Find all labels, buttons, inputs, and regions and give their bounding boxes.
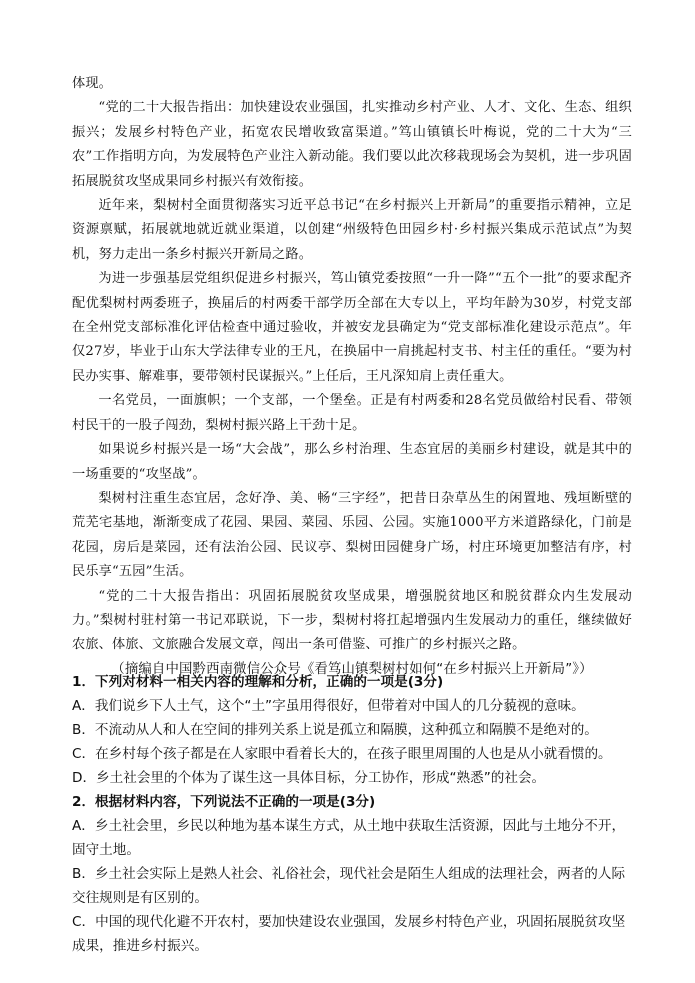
paragraph-2: 近年来，梨树村全面贯彻落实习近平总书记“在乡村振兴上开新局”的重要指示精神，立足资源禀赋，拓展就地就近就业渠道，以创建“州级特色田园乡村·乡村振兴集成示范试点”为契机，努力走出一条乡村振兴开新局之路。 [72,198,632,262]
paragraph-3: 为进一步强基层党组织促进乡村振兴，笃山镇党委按照“一升一降”“五个一批”的要求配齐配优梨树村两委班子，换届后的村两委干部学历全部在大专以上，平均年龄为30岁，村党支部在全州党支部标准化评估检查中通过验收，并被安龙县确定为“党支部标准化建设示范点”。年仅27岁，毕业于山东大学法律专业的王凡，在换届中一肩挑起村支书、村主任的重任。“要为村民办实事、解难事，要带领村民谋振兴。”上任后，王凡深知肩上责任重大。 [72,271,632,384]
paragraph-1: “党的二十大报告指出：加快建设农业强国，扎实推动乡村产业、人才、文化、生态、组织振兴；发展乡村特色产业，拓宽农民增收致富渠道。”笃山镇镇长叶梅说，党的二十大为“三农”工作指明方向，为发展特色产业注入新动能。我们要以此次移栽现场会为契机，进一步巩固拓展脱贫攻坚成果同乡村振兴有效衔接。 [72,100,632,189]
paragraph-5: 如果说乡村振兴是一场“大会战”，那么乡村治理、生态宜居的美丽乡村建设，就是其中的一场重要的“攻坚战”。 [72,442,632,482]
paragraph-7: “党的二十大报告指出：巩固拓展脱贫攻坚成果，增强脱贫地区和脱贫群众内生发展动力。”梨树村驻村第一书记邓联说，下一步，梨树村将扛起增强内生发展动力的重任，继续做好农旅、体旅、文旅融合发展文章，闯出一条可借鉴、可推广的乡村振兴之路。 [72,588,632,653]
paragraph-0: 体现。 [72,76,113,91]
source-note: （摘编自中国黔西南微信公众号《看笃山镇梨树村如何“在乡村振兴上开新局”》） [111,661,593,677]
paragraph-6: 梨树村注重生态宜居，念好净、美、畅“三字经”，把昔日杂草丛生的闲置地、残垣断壁的荒芜宅基地，渐渐变成了花园、果园、菜园、乐园、公园。实施1000平方米道路绿化，门前是花园，房后是菜园，还有法治公园、民议亭、梨树田园健身广场，村庄环境更加整洁有序，村民乐享“五园”生活。 [72,490,632,580]
question-1-option-b: B．不流动从人和人在空间的排列关系上说是孤立和隔膜，这种孤立和隔膜不是绝对的。 [72,722,598,738]
question-1-stem: 1．下列对材料一相关内容的理解和分析，正确的一项是(3分) [72,674,444,690]
question-2-stem: 2．根据材料内容，下列说法不正确的一项是(3分) [72,794,376,810]
question-2-option-c: C．中国的现代化避不开农村，要加快建设农业强国，发展乡村特色产业，巩固拓展脱贫攻坚成果，推进乡村振兴。 [72,914,626,954]
question-1-option-c: C．在乡村每个孩子都是在人家眼中看着长大的，在孩子眼里周围的人也是从小就看惯的。 [72,746,612,762]
question-2-option-a: A．乡土社会里，乡民以种地为基本谋生方式，从土地中获取生活资源，因此与土地分不开，固守土地。 [72,818,626,858]
question-1-option-d: D．乡土社会里的个体为了谋生这一具体目标，分工协作，形成“熟悉”的社会。 [72,770,546,786]
question-2-option-b: B．乡土社会实际上是熟人社会、礼俗社会，现代社会是陌生人组成的法理社会，两者的人际交往规则是有区别的。 [72,866,626,906]
article-body [72,72,632,682]
question-1-option-a: A．我们说乡下人土气，这个“土”字虽用得很好，但带着对中国人的几分藐视的意味。 [72,698,585,714]
questions-section [72,670,632,958]
paragraph-4: 一名党员，一面旗帜；一个支部，一个堡垒。正是有村两委和28名党员做给村民看、带领村民干的一股子闯劲，梨树村振兴路上干劲十足。 [72,393,632,433]
